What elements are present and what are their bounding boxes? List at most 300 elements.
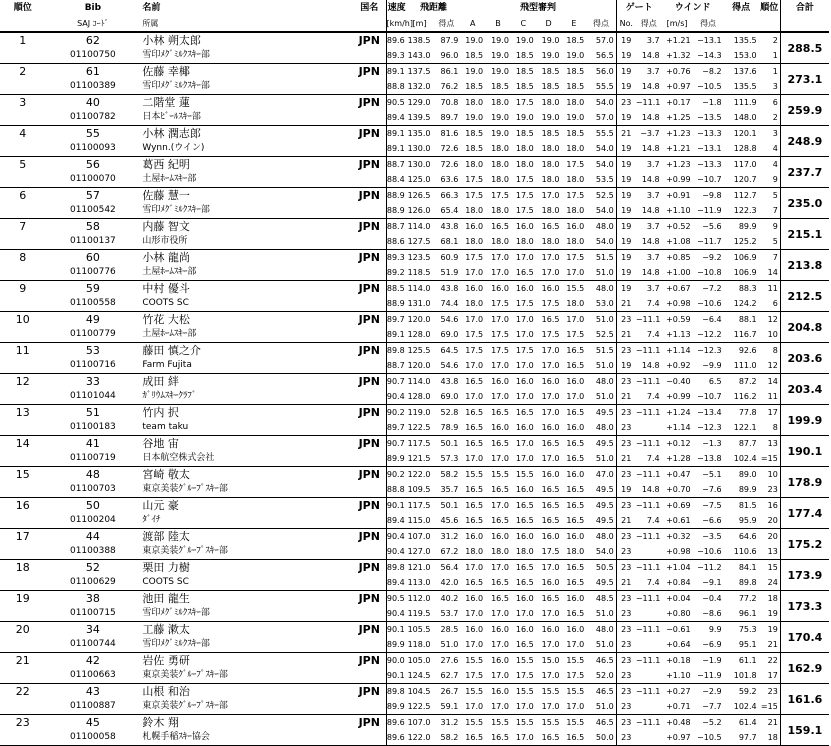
judge-a: 16.5 [465,422,484,432]
rank-cell: 8 [19,251,27,264]
wind-points: −13.5 [697,112,722,122]
wind-speed: +1.10 [666,205,691,215]
gate-no: 23 [616,730,636,746]
table-row [0,591,829,607]
judge-c: 16.5 [515,639,534,649]
club-name: 雪印ﾒｸﾞﾐﾙｸｽｷｰ部 [142,81,210,91]
gate-points: −11.1 [635,562,661,572]
judge-b: 16.5 [491,484,509,494]
round-rank: 10 [767,329,778,339]
round-points: 102.4 [733,453,757,463]
judge-d: 17.5 [541,546,560,556]
bib-cell: 57 [85,189,100,202]
judge-points: 52.0 [595,670,614,680]
judge-b: 18.0 [491,159,509,169]
round-rank: 24 [767,577,778,587]
wind-points: −10.7 [697,391,722,401]
distance-points: 65.4 [440,205,459,215]
judge-points: 57.0 [595,35,614,45]
speed: 89.9 [386,451,407,467]
judge-d: 15.0 [541,655,560,665]
round-rank: =15 [760,453,778,463]
judge-c: 16.0 [515,593,534,603]
judge-points: 48.0 [595,531,614,541]
judge-b: 17.0 [491,360,509,370]
wind-points: −12.3 [697,345,722,355]
round-points: 77.8 [738,407,757,417]
wind-speed: +0.04 [666,593,691,603]
round-points: 59.2 [738,686,757,696]
wind-speed: +0.71 [666,701,691,711]
nation-cell: JPN [358,344,380,357]
wind-points: −10.5 [697,732,722,742]
speed: 89.4 [386,513,407,529]
speed: 89.9 [386,699,407,715]
bib-cell: 52 [85,561,100,574]
header-wind-unit: [m/s] [666,19,688,28]
judge-points: 51.0 [595,701,614,711]
judge-d: 18.5 [541,128,560,138]
wind-points: −11.7 [697,236,722,246]
gate-no: 23 [616,95,636,111]
distance: 122.0 [407,469,431,479]
distance-points: 56.4 [440,562,459,572]
saj-code-cell: 01100779 [69,329,116,339]
distance: 126.0 [407,205,431,215]
gate-no: 23 [616,420,636,436]
judge-a: 16.5 [465,407,484,417]
rank-cell: 4 [19,127,27,140]
wind-speed: +1.13 [666,329,691,339]
wind-points: −10.8 [697,267,722,277]
judge-b: 18.0 [491,205,509,215]
athlete-name: 二階堂 蓮 [142,96,190,109]
round-points: 96.1 [738,608,757,618]
judge-c: 18.5 [515,66,534,76]
table-row [0,312,829,328]
gate-points: 14.8 [641,50,660,60]
judge-b: 17.0 [491,453,509,463]
club-name: 東京美装ｸﾞﾙｰﾌﾟｽｷｰ部 [142,670,228,680]
judge-d: 16.5 [541,484,560,494]
table-row [0,513,829,529]
round-rank: 20 [767,531,778,541]
wind-points: −9.9 [702,360,722,370]
rank-cell: 17 [15,530,30,543]
header-gate-no: No. [616,17,636,32]
gate-no: 21 [616,513,636,529]
header-dist-points: 得点 [438,19,455,28]
bib-cell: 60 [85,251,100,264]
athlete-name: 谷地 宙 [142,437,179,450]
nation-cell: JPN [358,158,380,171]
rank-spacer [0,730,45,746]
distance-points: 69.0 [440,391,459,401]
judge-c: 17.0 [515,391,534,401]
rank-spacer [0,575,45,591]
wind-points: 9.9 [708,624,722,634]
bib-cell: 61 [85,65,100,78]
athlete-name: 池田 龍生 [142,592,190,605]
distance-points: 35.7 [440,484,459,494]
athlete-name: 宮崎 敬太 [142,468,190,481]
saj-code-cell: 01100389 [69,81,116,91]
table-row [0,48,829,64]
nation-spacer [353,110,386,126]
distance-points: 89.7 [440,112,459,122]
gate-points: 14.8 [641,205,660,215]
nation-spacer [353,358,386,374]
judge-points: 48.0 [595,376,614,386]
table-row [0,95,829,111]
judge-b: 17.0 [491,252,509,262]
judge-e: 17.0 [566,701,585,711]
nation-cell: JPN [358,220,380,233]
distance: 120.0 [407,360,431,370]
club-name: 土屋ﾎｰﾑｽｷｰ部 [142,174,197,184]
speed: 90.1 [386,668,407,684]
round-points: 135.5 [733,81,757,91]
gate-no: 23 [616,653,636,669]
judge-c: 17.0 [515,608,534,618]
athlete-name: 藤田 慎之介 [142,344,201,357]
distance-points: 40.2 [440,593,459,603]
judge-d: 16.5 [541,732,560,742]
wind-speed: +0.91 [666,190,691,200]
distance: 114.0 [407,221,431,231]
round-points: 116.2 [733,391,757,401]
table-row [0,653,829,669]
distance: 121.0 [407,562,431,572]
judge-c: 17.0 [515,329,534,339]
judge-a: 16.5 [465,484,484,494]
judge-c: 16.0 [515,221,534,231]
gate-points: 7.4 [646,515,660,525]
round-points: 88.3 [738,283,757,293]
wind-points: −9.8 [702,190,722,200]
judge-c: 15.5 [515,655,534,665]
header-judge-d: D [545,19,552,28]
wind-points: −8.6 [702,608,722,618]
table-row [0,467,829,483]
judge-d: 16.0 [541,577,560,587]
header-nation: 国名 [360,3,379,13]
athlete-name: 小林 潤志郎 [142,127,201,140]
rank-spacer [0,141,45,157]
judge-e: 15.5 [566,283,585,293]
judge-a: 16.5 [465,515,484,525]
wind-speed: +1.24 [666,407,691,417]
judge-points: 54.0 [595,236,614,246]
judge-points: 51.0 [595,391,614,401]
wind-points: −2.9 [702,686,722,696]
judge-b: 17.0 [491,391,509,401]
club-name: COOTS SC [142,298,189,308]
judge-e: 18.0 [566,143,585,153]
judge-d: 17.0 [541,345,560,355]
round-points: 87.2 [738,376,757,386]
distance: 126.5 [407,190,431,200]
round-rank: 12 [767,314,778,324]
athlete-name: 佐藤 慧一 [142,189,190,202]
table-row [0,405,829,421]
round-points: 92.6 [738,345,757,355]
speed: 89.6 [386,715,407,731]
distance-points: 57.3 [440,453,459,463]
table-row [0,715,829,731]
judge-e: 15.5 [566,686,585,696]
gate-points: −11.1 [635,531,661,541]
judge-d: 16.0 [541,283,560,293]
table-row [0,32,829,48]
gate-points: −11.1 [635,438,661,448]
rank-cell: 21 [15,654,30,667]
rank-cell: 2 [19,65,27,78]
wind-points: −6.4 [702,314,722,324]
round-rank: 11 [767,391,778,401]
saj-code-cell: 01100716 [69,360,116,370]
judge-a: 18.0 [465,298,484,308]
athlete-name: 葛西 紀明 [142,158,190,171]
rank-spacer [0,420,45,436]
rank-spacer [0,203,45,219]
distance-points: 96.0 [440,50,459,60]
table-row [0,296,829,312]
judge-points: 51.0 [595,314,614,324]
judge-points: 51.0 [595,453,614,463]
table-row [0,420,829,436]
total-cell: 212.5 [780,281,829,312]
gate-no: 19 [616,48,636,64]
speed: 90.4 [386,544,407,560]
judge-a: 18.5 [465,143,484,153]
distance-points: 54.6 [440,360,459,370]
judge-c: 15.5 [515,717,534,727]
rank-cell: 3 [19,96,27,109]
judge-b: 17.0 [491,670,509,680]
distance-points: 26.7 [440,686,459,696]
judge-a: 17.5 [465,345,484,355]
wind-speed: +1.08 [666,236,691,246]
judge-b: 17.0 [491,500,509,510]
wind-speed: +0.99 [666,391,691,401]
header-judge-a: A [469,19,476,28]
speed: 88.7 [386,219,407,235]
round-rank: 20 [767,515,778,525]
table-row [0,544,829,560]
judge-points: 55.5 [595,81,614,91]
distance-points: 31.2 [440,717,459,727]
judge-b: 19.0 [491,50,509,60]
judge-c: 16.5 [515,407,534,417]
speed: 89.1 [386,141,407,157]
wind-points: −13.4 [697,407,722,417]
header-wind: ウインド [674,3,711,13]
gate-points: −11.1 [635,500,661,510]
rank-spacer [0,389,45,405]
round-points: 148.0 [733,112,757,122]
wind-speed: +1.21 [666,35,691,45]
judge-c: 18.0 [515,159,534,169]
judge-a: 18.0 [465,97,484,107]
header-saj: SAJ ｺｰﾄﾞ [77,19,109,28]
speed: 89.7 [386,312,407,328]
rank-cell: 16 [15,499,30,512]
nation-spacer [353,327,386,343]
total-cell: 248.9 [780,126,829,157]
judge-b: 17.0 [491,639,509,649]
distance: 138.5 [407,35,431,45]
gate-points: −11.1 [635,717,661,727]
nation-spacer [353,234,386,250]
bib-cell: 49 [85,313,100,326]
header-name: 名前 [142,3,161,13]
table-row [0,436,829,452]
judge-a: 17.5 [465,329,484,339]
judge-e: 19.0 [566,50,585,60]
wind-speed: +1.00 [666,267,691,277]
nation-spacer [353,482,386,498]
nation-spacer [353,265,386,281]
athlete-name: 成田 絆 [142,375,179,388]
distance: 135.0 [407,128,431,138]
round-rank: 5 [772,190,778,200]
header-dist-unit: [m] [412,19,427,28]
distance: 113.0 [407,577,431,587]
table-row [0,668,829,684]
judge-d: 18.0 [541,236,560,246]
wind-speed: −0.61 [666,624,691,634]
judge-points: 54.0 [595,159,614,169]
round-rank: 5 [772,236,778,246]
judge-b: 16.5 [491,438,509,448]
judge-a: 17.0 [465,360,484,370]
header-round-rank: 順位 [760,3,779,13]
header-gate: ゲート [616,0,661,17]
round-points: 81.5 [738,500,757,510]
judge-c: 19.0 [515,112,534,122]
round-points: 95.9 [738,515,757,525]
judge-b: 18.0 [491,174,509,184]
wind-points: 6.5 [708,376,722,386]
nation-spacer [353,513,386,529]
distance-points: 72.6 [440,143,459,153]
judge-points: 54.0 [595,546,614,556]
judge-points: 49.5 [595,484,614,494]
judge-e: 16.5 [566,577,585,587]
judge-a: 16.5 [465,577,484,587]
athlete-name: 中村 優斗 [142,282,190,295]
nation-cell: JPN [358,499,380,512]
speed: 88.8 [386,482,407,498]
judge-b: 16.5 [491,577,509,587]
nation-cell: JPN [358,313,380,326]
judge-b: 18.5 [491,81,509,91]
distance-points: 66.3 [440,190,459,200]
saj-code-cell: 01100887 [69,701,116,711]
wind-speed: −0.40 [666,376,691,386]
round-points: 88.1 [738,314,757,324]
wind-points: −9.2 [702,252,722,262]
distance: 118.0 [407,639,431,649]
judge-e: 18.5 [566,81,585,91]
club-name: 雪印ﾒｸﾞﾐﾙｸｽｷｰ部 [142,639,210,649]
gate-no: 19 [616,188,636,204]
judge-d: 16.5 [541,593,560,603]
judge-e: 17.5 [566,329,585,339]
bib-cell: 50 [85,499,100,512]
saj-code-cell: 01100388 [69,546,116,556]
wind-speed: +0.80 [666,608,691,618]
rank-spacer [0,606,45,622]
gate-points: −11.1 [635,469,661,479]
rank-spacer [0,172,45,188]
judge-points: 57.0 [595,112,614,122]
round-rank: 18 [767,732,778,742]
gate-points: −11.1 [635,376,661,386]
round-rank: 2 [772,112,778,122]
gate-points: −11.1 [635,686,661,696]
judge-e: 16.5 [566,453,585,463]
wind-speed: +0.98 [666,298,691,308]
nation-cell: JPN [358,623,380,636]
rank-spacer [0,296,45,312]
nation-cell: JPN [358,685,380,698]
gate-no: 21 [616,296,636,312]
wind-speed: +1.23 [666,128,691,138]
judge-c: 16.0 [515,422,534,432]
wind-points: −10.6 [697,298,722,308]
bib-cell: 51 [85,406,100,419]
speed: 88.4 [386,172,407,188]
gate-points [636,544,662,560]
rank-cell: 13 [15,406,30,419]
judge-d: 19.0 [541,112,560,122]
distance: 137.5 [407,66,431,76]
rank-spacer [0,451,45,467]
nation-cell: JPN [358,406,380,419]
judge-a: 15.5 [465,686,484,696]
judge-c: 17.5 [515,298,534,308]
rank-cell: 14 [15,437,30,450]
speed: 90.4 [386,529,407,545]
saj-code-cell: 01100750 [69,50,116,60]
distance: 117.5 [407,500,431,510]
gate-no: 21 [616,389,636,405]
judge-e: 17.5 [566,252,585,262]
speed: 89.3 [386,250,407,266]
round-points: 106.9 [733,267,757,277]
bib-cell: 62 [85,34,100,47]
wind-speed: +0.52 [666,221,691,231]
judge-d: 18.0 [541,174,560,184]
round-rank: 7 [772,205,778,215]
gate-points: 7.4 [646,329,660,339]
distance-points: 72.6 [440,159,459,169]
round-points: 125.2 [733,236,757,246]
round-points: 106.9 [733,252,757,262]
distance: 109.5 [407,484,431,494]
table-row [0,498,829,514]
bib-cell: 53 [85,344,100,357]
table-row [0,374,829,390]
judge-b: 17.0 [491,608,509,618]
judge-d: 17.0 [541,360,560,370]
saj-code-cell: 01100703 [69,484,116,494]
gate-no: 19 [616,281,636,297]
speed: 89.1 [386,327,407,343]
table-row [0,358,829,374]
